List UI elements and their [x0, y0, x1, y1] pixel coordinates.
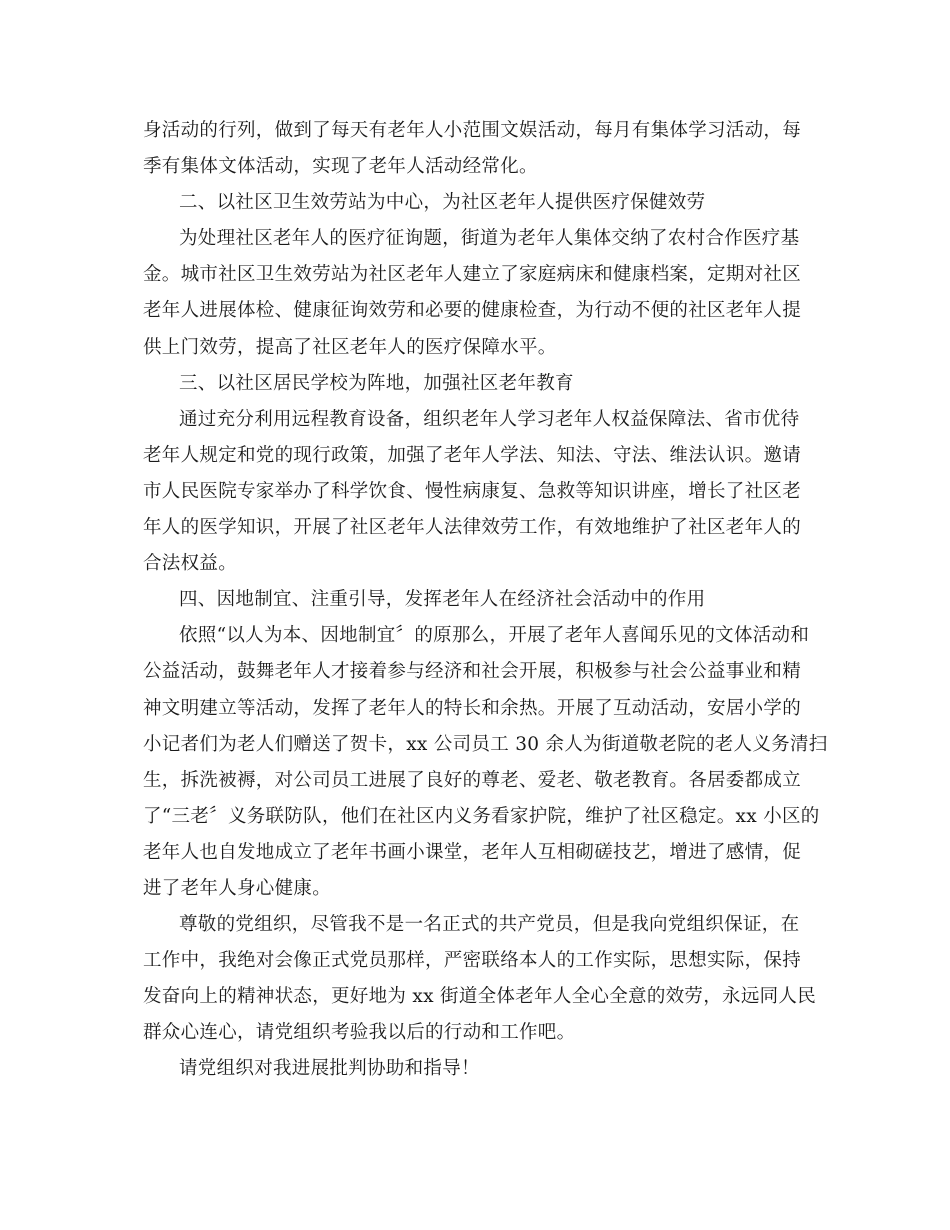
- text-line: 合法权益。: [143, 553, 238, 575]
- text-line: 小记者们为老人们赠送了贺卡，xx 公司员工 30 余人为街道敬老院的老人义务清扫: [143, 733, 828, 755]
- closing-line: 请党组织对我进展批判协助和指导！: [179, 1058, 480, 1080]
- text-line: 为处理社区老年人的医疗征询题，街道为老年人集体交纳了农村合作医疗基: [179, 228, 800, 250]
- text-line: 神文明建立等活动，发挥了老年人的特长和余热。开展了互动活动，安居小学的: [143, 697, 802, 719]
- text-line: 进了老年人身心健康。: [143, 877, 332, 899]
- text-line: 老年人规定和党的现行政策，加强了老年人学法、知法、守法、维法认识。邀请: [143, 444, 802, 466]
- section-heading: 四、因地制宜、注重引导，发挥老年人在经济社会活动中的作用: [179, 589, 706, 611]
- text-line: 群众心连心，请党组织考验我以后的行动和工作吧。: [143, 1022, 576, 1044]
- text-line: 工作中，我绝对会像正式党员那样，严密联络本人的工作实际，思想实际，保持: [143, 950, 802, 972]
- text-line: 了“三老〞义务联防队，他们在社区内义务看家护院，维护了社区稳定。xx 小区的: [143, 805, 820, 827]
- text-line: 年人的医学知识，开展了社区老年人法律效劳工作，有效地维护了社区老年人的: [143, 517, 802, 539]
- text-line: 通过充分利用远程教育设备，组织老年人学习老年人权益保障法、省市优待: [179, 408, 800, 430]
- document-body: [143, 113, 828, 1088]
- text-line: 公益活动，鼓舞老年人才接着参与经济和社会开展，积极参与社会公益事业和精: [143, 661, 802, 683]
- text-line: 依照“以人为本、因地制宜〞的原那么，开展了老年人喜闻乐见的文体活动和: [179, 625, 810, 647]
- section-heading: 二、以社区卫生效劳站为中心，为社区老年人提供医疗保健效劳: [179, 192, 706, 214]
- text-line: 季有集体文体活动，实现了老年人活动经常化。: [143, 156, 538, 178]
- text-line: 市人民医院专家举办了科学饮食、慢性病康复、急救等知识讲座，增长了社区老: [143, 480, 802, 502]
- text-line: 尊敬的党组织，尽管我不是一名正式的共产党员，但是我向党组织保证，在: [179, 914, 800, 936]
- text-line: 生，拆洗被褥，对公司员工进展了良好的尊老、爱老、敬老教育。各居委都成立: [143, 769, 802, 791]
- text-line: 供上门效劳，提高了社区老年人的医疗保障水平。: [143, 336, 557, 358]
- text-line: 身活动的行列，做到了每天有老年人小范围文娱活动，每月有集体学习活动，每: [143, 120, 802, 141]
- text-line: 发奋向上的精神状态，更好地为 xx 街道全体老年人全心全意的效劳，永远同人民: [143, 986, 817, 1008]
- text-line: 金。城市社区卫生效劳站为社区老年人建立了家庭病床和健康档案，定期对社区: [143, 264, 802, 286]
- section-heading: 三、以社区居民学校为阵地，加强社区老年教育: [179, 372, 574, 394]
- text-line: 老年人也自发地成立了老年书画小课堂，老年人互相砌磋技艺，增进了感情，促: [143, 841, 802, 863]
- text-line: 老年人进展体检、健康征询效劳和必要的健康检查，为行动不便的社区老年人提: [143, 300, 802, 322]
